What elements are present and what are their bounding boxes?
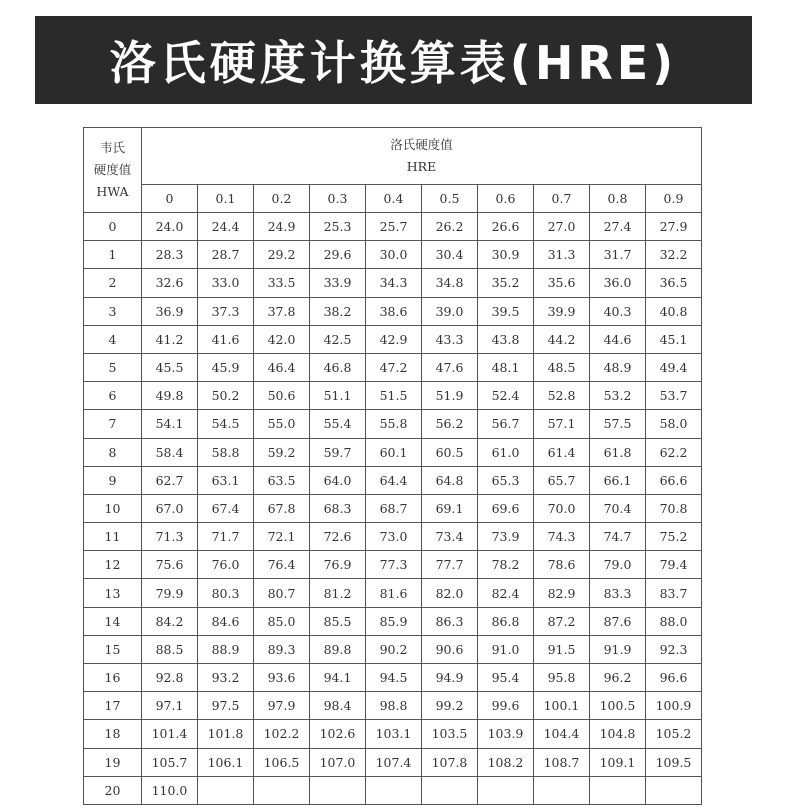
- hre-value-cell: 36.9: [142, 297, 198, 325]
- hre-value-cell: 44.2: [534, 325, 590, 353]
- hre-value-cell: 45.9: [198, 353, 254, 381]
- hre-value-cell: 24.4: [198, 213, 254, 241]
- hre-value-cell: 51.1: [310, 382, 366, 410]
- hre-value-cell: 49.8: [142, 382, 198, 410]
- hre-value-cell: 52.8: [534, 382, 590, 410]
- hre-value-cell: 65.7: [534, 466, 590, 494]
- hre-value-cell: 43.8: [478, 325, 534, 353]
- hre-value-cell: 46.4: [254, 353, 310, 381]
- hre-value-cell: 34.3: [366, 269, 422, 297]
- hre-value-cell: [366, 776, 422, 804]
- hre-value-cell: 55.0: [254, 410, 310, 438]
- hre-value-cell: 85.0: [254, 607, 310, 635]
- hre-value-cell: 76.4: [254, 551, 310, 579]
- hwa-column-header: [84, 128, 142, 213]
- hre-value-cell: 48.1: [478, 353, 534, 381]
- hre-value-cell: 99.2: [422, 692, 478, 720]
- hre-value-cell: 74.3: [534, 523, 590, 551]
- hre-value-cell: 31.3: [534, 241, 590, 269]
- hre-value-cell: 69.6: [478, 494, 534, 522]
- hre-value-cell: 70.8: [646, 494, 702, 522]
- hre-value-cell: 61.8: [590, 438, 646, 466]
- hre-value-cell: 72.6: [310, 523, 366, 551]
- hre-value-cell: 96.6: [646, 664, 702, 692]
- hre-value-cell: 105.7: [142, 748, 198, 776]
- hre-value-cell: 30.4: [422, 241, 478, 269]
- group-header-line: HRE: [406, 159, 437, 174]
- hre-value-cell: 101.8: [198, 720, 254, 748]
- hre-value-cell: [534, 776, 590, 804]
- hre-value-cell: 61.4: [534, 438, 590, 466]
- hre-value-cell: 57.5: [590, 410, 646, 438]
- hre-value-cell: 56.2: [422, 410, 478, 438]
- hre-value-cell: 40.3: [590, 297, 646, 325]
- hre-value-cell: 44.6: [590, 325, 646, 353]
- hre-value-cell: [254, 776, 310, 804]
- hre-value-cell: 64.0: [310, 466, 366, 494]
- hre-value-cell: 93.6: [254, 664, 310, 692]
- hre-value-cell: 73.4: [422, 523, 478, 551]
- hwa-value-cell: 5: [84, 353, 142, 381]
- hre-value-cell: 48.9: [590, 353, 646, 381]
- hre-value-cell: 68.3: [310, 494, 366, 522]
- hre-value-cell: 103.5: [422, 720, 478, 748]
- hre-value-cell: 43.3: [422, 325, 478, 353]
- table-row: [84, 494, 702, 522]
- table-row: [84, 325, 702, 353]
- hre-value-cell: 35.6: [534, 269, 590, 297]
- hre-value-cell: 32.6: [142, 269, 198, 297]
- hre-value-cell: 92.8: [142, 664, 198, 692]
- hre-value-cell: 76.9: [310, 551, 366, 579]
- hre-value-cell: 66.6: [646, 466, 702, 494]
- hre-value-cell: 63.5: [254, 466, 310, 494]
- hre-value-cell: 92.3: [646, 635, 702, 663]
- hre-value-cell: 39.5: [478, 297, 534, 325]
- hre-value-cell: 50.2: [198, 382, 254, 410]
- hre-value-cell: 28.7: [198, 241, 254, 269]
- hwa-value-cell: 13: [84, 579, 142, 607]
- hre-value-cell: 56.7: [478, 410, 534, 438]
- hre-value-cell: 95.4: [478, 664, 534, 692]
- hre-value-cell: 45.1: [646, 325, 702, 353]
- hre-value-cell: [310, 776, 366, 804]
- hre-value-cell: 27.4: [590, 213, 646, 241]
- hre-value-cell: 39.0: [422, 297, 478, 325]
- hre-value-cell: 106.5: [254, 748, 310, 776]
- hre-value-cell: 29.2: [254, 241, 310, 269]
- hre-value-cell: 67.8: [254, 494, 310, 522]
- hwa-value-cell: 18: [84, 720, 142, 748]
- hre-value-cell: 103.1: [366, 720, 422, 748]
- hre-value-cell: 75.6: [142, 551, 198, 579]
- hre-value-cell: 106.1: [198, 748, 254, 776]
- hre-value-cell: 41.6: [198, 325, 254, 353]
- hre-value-cell: [646, 776, 702, 804]
- hre-value-cell: 94.9: [422, 664, 478, 692]
- decimal-column-header: 0.1: [198, 185, 254, 213]
- hre-value-cell: 71.7: [198, 523, 254, 551]
- table-row: [84, 776, 702, 804]
- hre-group-header: [142, 128, 702, 185]
- hre-value-cell: 38.2: [310, 297, 366, 325]
- hre-value-cell: 82.4: [478, 579, 534, 607]
- hwa-value-cell: 12: [84, 551, 142, 579]
- hre-value-cell: 91.9: [590, 635, 646, 663]
- hre-value-cell: 84.2: [142, 607, 198, 635]
- hre-value-cell: 69.1: [422, 494, 478, 522]
- hre-value-cell: 27.9: [646, 213, 702, 241]
- hre-value-cell: [478, 776, 534, 804]
- hre-value-cell: 49.4: [646, 353, 702, 381]
- hre-value-cell: 87.2: [534, 607, 590, 635]
- table-header-row: [84, 128, 702, 185]
- decimal-column-header: 0.6: [478, 185, 534, 213]
- hre-value-cell: 33.5: [254, 269, 310, 297]
- hre-value-cell: 90.6: [422, 635, 478, 663]
- hre-value-cell: 99.6: [478, 692, 534, 720]
- hre-value-cell: 59.2: [254, 438, 310, 466]
- hre-value-cell: 29.6: [310, 241, 366, 269]
- hre-value-cell: 55.8: [366, 410, 422, 438]
- hre-value-cell: 93.2: [198, 664, 254, 692]
- hre-value-cell: 88.0: [646, 607, 702, 635]
- hre-value-cell: 48.5: [534, 353, 590, 381]
- hre-value-cell: 38.6: [366, 297, 422, 325]
- hwa-value-cell: 20: [84, 776, 142, 804]
- hre-value-cell: 97.1: [142, 692, 198, 720]
- corner-line: HWA: [96, 184, 129, 199]
- hre-value-cell: 78.2: [478, 551, 534, 579]
- decimal-column-header: 0.8: [590, 185, 646, 213]
- hre-value-cell: 73.0: [366, 523, 422, 551]
- hre-value-cell: 33.9: [310, 269, 366, 297]
- hre-value-cell: 32.2: [646, 241, 702, 269]
- hre-value-cell: 72.1: [254, 523, 310, 551]
- hre-value-cell: 51.5: [366, 382, 422, 410]
- hre-value-cell: 91.0: [478, 635, 534, 663]
- hre-value-cell: 24.9: [254, 213, 310, 241]
- hre-value-cell: 100.5: [590, 692, 646, 720]
- hre-value-cell: 89.3: [254, 635, 310, 663]
- hre-value-cell: 88.5: [142, 635, 198, 663]
- hre-value-cell: 25.7: [366, 213, 422, 241]
- title-banner: [35, 16, 752, 104]
- hre-value-cell: 97.9: [254, 692, 310, 720]
- hre-value-cell: 96.2: [590, 664, 646, 692]
- hre-value-cell: 25.3: [310, 213, 366, 241]
- decimal-column-header: 0.2: [254, 185, 310, 213]
- hre-value-cell: 64.4: [366, 466, 422, 494]
- hre-value-cell: 68.7: [366, 494, 422, 522]
- page-title: 洛氏硬度计换算表(HRE): [109, 36, 678, 90]
- decimal-column-header: 0.9: [646, 185, 702, 213]
- table-row: [84, 579, 702, 607]
- hre-value-cell: 78.6: [534, 551, 590, 579]
- table-row: [84, 410, 702, 438]
- table-row: [84, 720, 702, 748]
- hre-value-cell: 46.8: [310, 353, 366, 381]
- hwa-value-cell: 9: [84, 466, 142, 494]
- hre-value-cell: 88.9: [198, 635, 254, 663]
- hre-value-cell: 91.5: [534, 635, 590, 663]
- hre-value-cell: 58.0: [646, 410, 702, 438]
- table-row: [84, 635, 702, 663]
- hre-value-cell: 47.2: [366, 353, 422, 381]
- hre-value-cell: 55.4: [310, 410, 366, 438]
- hwa-value-cell: 10: [84, 494, 142, 522]
- hre-value-cell: 62.7: [142, 466, 198, 494]
- hre-value-cell: 77.3: [366, 551, 422, 579]
- hre-value-cell: 79.0: [590, 551, 646, 579]
- hre-value-cell: 58.4: [142, 438, 198, 466]
- hre-value-cell: 31.7: [590, 241, 646, 269]
- hre-value-cell: 67.0: [142, 494, 198, 522]
- hre-value-cell: 36.5: [646, 269, 702, 297]
- hre-value-cell: 79.9: [142, 579, 198, 607]
- hre-value-cell: 57.1: [534, 410, 590, 438]
- hre-value-cell: 79.4: [646, 551, 702, 579]
- table-row: [84, 382, 702, 410]
- hre-value-cell: 36.0: [590, 269, 646, 297]
- hwa-value-cell: 8: [84, 438, 142, 466]
- hre-value-cell: 61.0: [478, 438, 534, 466]
- hre-value-cell: 83.3: [590, 579, 646, 607]
- decimal-column-header: 0.3: [310, 185, 366, 213]
- hre-value-cell: [590, 776, 646, 804]
- table-row: [84, 523, 702, 551]
- hre-value-cell: 42.5: [310, 325, 366, 353]
- table-row: [84, 664, 702, 692]
- hre-value-cell: 80.7: [254, 579, 310, 607]
- decimal-column-header: 0.5: [422, 185, 478, 213]
- decimal-header-row: [84, 185, 702, 213]
- hre-value-cell: 70.0: [534, 494, 590, 522]
- hre-value-cell: 104.4: [534, 720, 590, 748]
- hre-value-cell: 50.6: [254, 382, 310, 410]
- table-row: [84, 213, 702, 241]
- hre-value-cell: 97.5: [198, 692, 254, 720]
- table-row: [84, 438, 702, 466]
- hre-value-cell: 95.8: [534, 664, 590, 692]
- hre-value-cell: 34.8: [422, 269, 478, 297]
- decimal-column-header: 0: [142, 185, 198, 213]
- hre-value-cell: 82.9: [534, 579, 590, 607]
- hre-value-cell: 53.2: [590, 382, 646, 410]
- hre-value-cell: 94.5: [366, 664, 422, 692]
- hre-value-cell: 37.3: [198, 297, 254, 325]
- hre-value-cell: [198, 776, 254, 804]
- hre-value-cell: 89.8: [310, 635, 366, 663]
- hre-value-cell: 28.3: [142, 241, 198, 269]
- hre-value-cell: 109.1: [590, 748, 646, 776]
- hre-value-cell: 102.6: [310, 720, 366, 748]
- table-body: [84, 213, 702, 805]
- hwa-value-cell: 2: [84, 269, 142, 297]
- hre-value-cell: 94.1: [310, 664, 366, 692]
- hre-value-cell: 73.9: [478, 523, 534, 551]
- hre-value-cell: 39.9: [534, 297, 590, 325]
- hre-value-cell: 100.9: [646, 692, 702, 720]
- hre-value-cell: 85.9: [366, 607, 422, 635]
- hre-value-cell: 37.8: [254, 297, 310, 325]
- hre-value-cell: 107.4: [366, 748, 422, 776]
- table-row: [84, 748, 702, 776]
- hre-value-cell: 26.2: [422, 213, 478, 241]
- table-row: [84, 607, 702, 635]
- hwa-value-cell: 7: [84, 410, 142, 438]
- hwa-value-cell: 17: [84, 692, 142, 720]
- hwa-value-cell: 15: [84, 635, 142, 663]
- hwa-value-cell: 1: [84, 241, 142, 269]
- hre-value-cell: 40.8: [646, 297, 702, 325]
- hre-value-cell: 103.9: [478, 720, 534, 748]
- hre-value-cell: 45.5: [142, 353, 198, 381]
- table-row: [84, 241, 702, 269]
- decimal-column-header: 0.4: [366, 185, 422, 213]
- hre-value-cell: 77.7: [422, 551, 478, 579]
- hre-value-cell: 70.4: [590, 494, 646, 522]
- hre-value-cell: 26.6: [478, 213, 534, 241]
- hwa-value-cell: 3: [84, 297, 142, 325]
- hre-value-cell: 65.3: [478, 466, 534, 494]
- hre-value-cell: 74.7: [590, 523, 646, 551]
- hre-value-cell: 30.0: [366, 241, 422, 269]
- hwa-value-cell: 0: [84, 213, 142, 241]
- hre-value-cell: 84.6: [198, 607, 254, 635]
- hre-value-cell: 107.8: [422, 748, 478, 776]
- hwa-value-cell: 6: [84, 382, 142, 410]
- hwa-value-cell: 19: [84, 748, 142, 776]
- hre-value-cell: 85.5: [310, 607, 366, 635]
- hre-value-cell: 54.5: [198, 410, 254, 438]
- hwa-value-cell: 11: [84, 523, 142, 551]
- hre-value-cell: 66.1: [590, 466, 646, 494]
- hre-value-cell: 105.2: [646, 720, 702, 748]
- corner-line: 韦氏: [99, 140, 125, 155]
- hre-value-cell: 76.0: [198, 551, 254, 579]
- hre-value-cell: 63.1: [198, 466, 254, 494]
- hre-value-cell: 104.8: [590, 720, 646, 748]
- hre-value-cell: 58.8: [198, 438, 254, 466]
- hre-value-cell: 62.2: [646, 438, 702, 466]
- hre-value-cell: 81.6: [366, 579, 422, 607]
- hre-value-cell: 35.2: [478, 269, 534, 297]
- hre-value-cell: 41.2: [142, 325, 198, 353]
- hre-value-cell: 52.4: [478, 382, 534, 410]
- hre-value-cell: 81.2: [310, 579, 366, 607]
- hre-value-cell: 110.0: [142, 776, 198, 804]
- hwa-value-cell: 4: [84, 325, 142, 353]
- hre-value-cell: 27.0: [534, 213, 590, 241]
- hre-value-cell: 107.0: [310, 748, 366, 776]
- hre-value-cell: 42.0: [254, 325, 310, 353]
- hre-value-cell: 67.4: [198, 494, 254, 522]
- hre-value-cell: 98.8: [366, 692, 422, 720]
- hre-value-cell: 90.2: [366, 635, 422, 663]
- table-row: [84, 466, 702, 494]
- hre-value-cell: 60.1: [366, 438, 422, 466]
- hre-value-cell: 42.9: [366, 325, 422, 353]
- hre-value-cell: 98.4: [310, 692, 366, 720]
- group-header-line: 洛氏硬度值: [390, 137, 453, 152]
- hre-value-cell: 100.1: [534, 692, 590, 720]
- hre-value-cell: 101.4: [142, 720, 198, 748]
- hre-value-cell: 53.7: [646, 382, 702, 410]
- decimal-column-header: 0.7: [534, 185, 590, 213]
- hwa-value-cell: 16: [84, 664, 142, 692]
- hre-value-cell: 108.2: [478, 748, 534, 776]
- table-row: [84, 551, 702, 579]
- hre-value-cell: 109.5: [646, 748, 702, 776]
- table-row: [84, 269, 702, 297]
- hre-value-cell: 47.6: [422, 353, 478, 381]
- hre-value-cell: 54.1: [142, 410, 198, 438]
- hre-value-cell: 60.5: [422, 438, 478, 466]
- hre-value-cell: 83.7: [646, 579, 702, 607]
- hre-value-cell: 75.2: [646, 523, 702, 551]
- hre-value-cell: 51.9: [422, 382, 478, 410]
- corner-line: 硬度值: [93, 162, 132, 177]
- hre-value-cell: 64.8: [422, 466, 478, 494]
- hre-value-cell: 59.7: [310, 438, 366, 466]
- hre-value-cell: 86.3: [422, 607, 478, 635]
- hre-value-cell: 71.3: [142, 523, 198, 551]
- table-row: [84, 297, 702, 325]
- hre-value-cell: 102.2: [254, 720, 310, 748]
- hre-value-cell: 30.9: [478, 241, 534, 269]
- table-row: [84, 692, 702, 720]
- hre-value-cell: 33.0: [198, 269, 254, 297]
- hre-value-cell: [422, 776, 478, 804]
- hre-value-cell: 82.0: [422, 579, 478, 607]
- table-row: [84, 353, 702, 381]
- hre-value-cell: 24.0: [142, 213, 198, 241]
- hre-value-cell: 87.6: [590, 607, 646, 635]
- hre-value-cell: 108.7: [534, 748, 590, 776]
- conversion-table: [83, 127, 702, 805]
- hre-value-cell: 80.3: [198, 579, 254, 607]
- hwa-value-cell: 14: [84, 607, 142, 635]
- hre-value-cell: 86.8: [478, 607, 534, 635]
